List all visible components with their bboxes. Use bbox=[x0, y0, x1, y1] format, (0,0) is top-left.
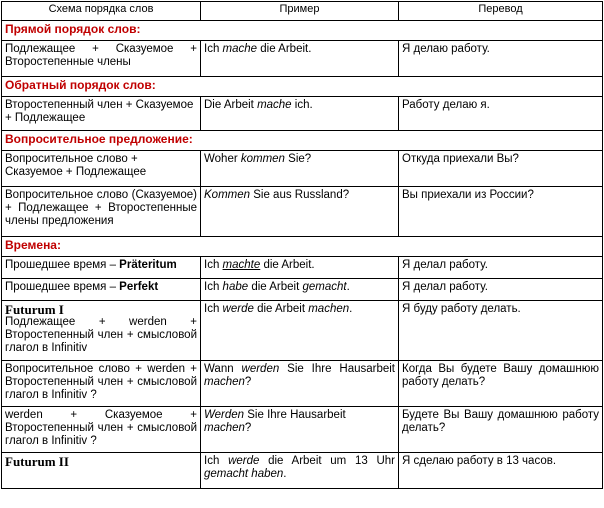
translation-cell: Я делаю работу. bbox=[399, 41, 603, 77]
header-row bbox=[2, 2, 603, 21]
table-row bbox=[2, 97, 603, 131]
example-cell: Wann werden Sie Ihre Hausarbeit machen? bbox=[201, 361, 399, 407]
section-row bbox=[2, 21, 603, 41]
table-row bbox=[2, 279, 603, 301]
example-cell: Die Arbeit mache ich. bbox=[201, 97, 399, 131]
table-row bbox=[2, 301, 603, 361]
translation-cell: Вы приехали из России? bbox=[399, 187, 603, 237]
table-row bbox=[2, 257, 603, 279]
scheme-cell: Прошедшее время – Perfekt bbox=[2, 279, 201, 301]
example-cell: Ich machte die Arbeit. bbox=[201, 257, 399, 279]
scheme-cell: Прошедшее время – Präteritum bbox=[2, 257, 201, 279]
example-cell: Ich werde die Arbeit um 13 Uhr gemacht haben. bbox=[201, 453, 399, 489]
scheme-cell bbox=[2, 453, 201, 489]
section-row bbox=[2, 77, 603, 97]
example-cell: Ich werde die Arbeit machen. bbox=[201, 301, 399, 361]
translation-cell: Будете Вы Вашу домашнюю работу делать? bbox=[399, 407, 603, 453]
table-row bbox=[2, 407, 603, 453]
translation-cell: Я сделаю работу в 13 часов. bbox=[399, 453, 603, 489]
translation-cell: Я делал работу. bbox=[399, 279, 603, 301]
example-cell: Werden Sie Ihre Hausarbeit machen? bbox=[201, 407, 399, 453]
scheme-cell: Вопросительное слово (Сказуемое) + Подлежащее + Второстепенные члены предложения bbox=[2, 187, 201, 237]
scheme-cell: Вопросительное слово + Сказуемое + Подлежащее bbox=[2, 151, 201, 187]
word-order-table bbox=[1, 1, 603, 489]
example-cell: Woher kommen Sie? bbox=[201, 151, 399, 187]
example-cell: Ich mache die Arbeit. bbox=[201, 41, 399, 77]
header-translation: Перевод bbox=[399, 2, 603, 21]
example-cell: Ich habe die Arbeit gemacht. bbox=[201, 279, 399, 301]
example-cell: Kommen Sie aus Russland? bbox=[201, 187, 399, 237]
scheme-cell: werden + Сказуемое + Второстепенный член + смысловой глагол в Infinitiv ? bbox=[2, 407, 201, 453]
table-row bbox=[2, 187, 603, 237]
table-row bbox=[2, 41, 603, 77]
translation-cell: Я делал работу. bbox=[399, 257, 603, 279]
futurum-i-title: Futurum I bbox=[5, 302, 64, 317]
table-row bbox=[2, 361, 603, 407]
section-question: Вопросительное предложение: bbox=[2, 131, 603, 151]
scheme-cell: Второстепенный член + Сказуемое + Подлежащее bbox=[2, 97, 201, 131]
header-example: Пример bbox=[201, 2, 399, 21]
section-row bbox=[2, 131, 603, 151]
header-scheme: Схема порядка слов bbox=[2, 2, 201, 21]
scheme-cell: Вопросительное слово + werden + Второстепенный член + смысловой глагол в Infinitiv ? bbox=[2, 361, 201, 407]
scheme-cell: Futurum I Подлежащее + werden + Второстепенный член + смысловой глагол в Infinitiv bbox=[2, 301, 201, 361]
scheme-cell: Подлежащее + Сказуемое + Второстепенные члены bbox=[2, 41, 201, 77]
section-direct-order: Прямой порядок слов: bbox=[2, 21, 603, 41]
table-row bbox=[2, 453, 603, 489]
futurum-ii-title: Futurum II bbox=[5, 454, 69, 469]
translation-cell: Откуда приехали Вы? bbox=[399, 151, 603, 187]
section-tenses: Времена: bbox=[2, 237, 603, 257]
section-inverted-order: Обратный порядок слов: bbox=[2, 77, 603, 97]
translation-cell: Я буду работу делать. bbox=[399, 301, 603, 361]
section-row bbox=[2, 237, 603, 257]
table-row bbox=[2, 151, 603, 187]
translation-cell: Работу делаю я. bbox=[399, 97, 603, 131]
translation-cell: Когда Вы будете Вашу домашнюю работу делать? bbox=[399, 361, 603, 407]
